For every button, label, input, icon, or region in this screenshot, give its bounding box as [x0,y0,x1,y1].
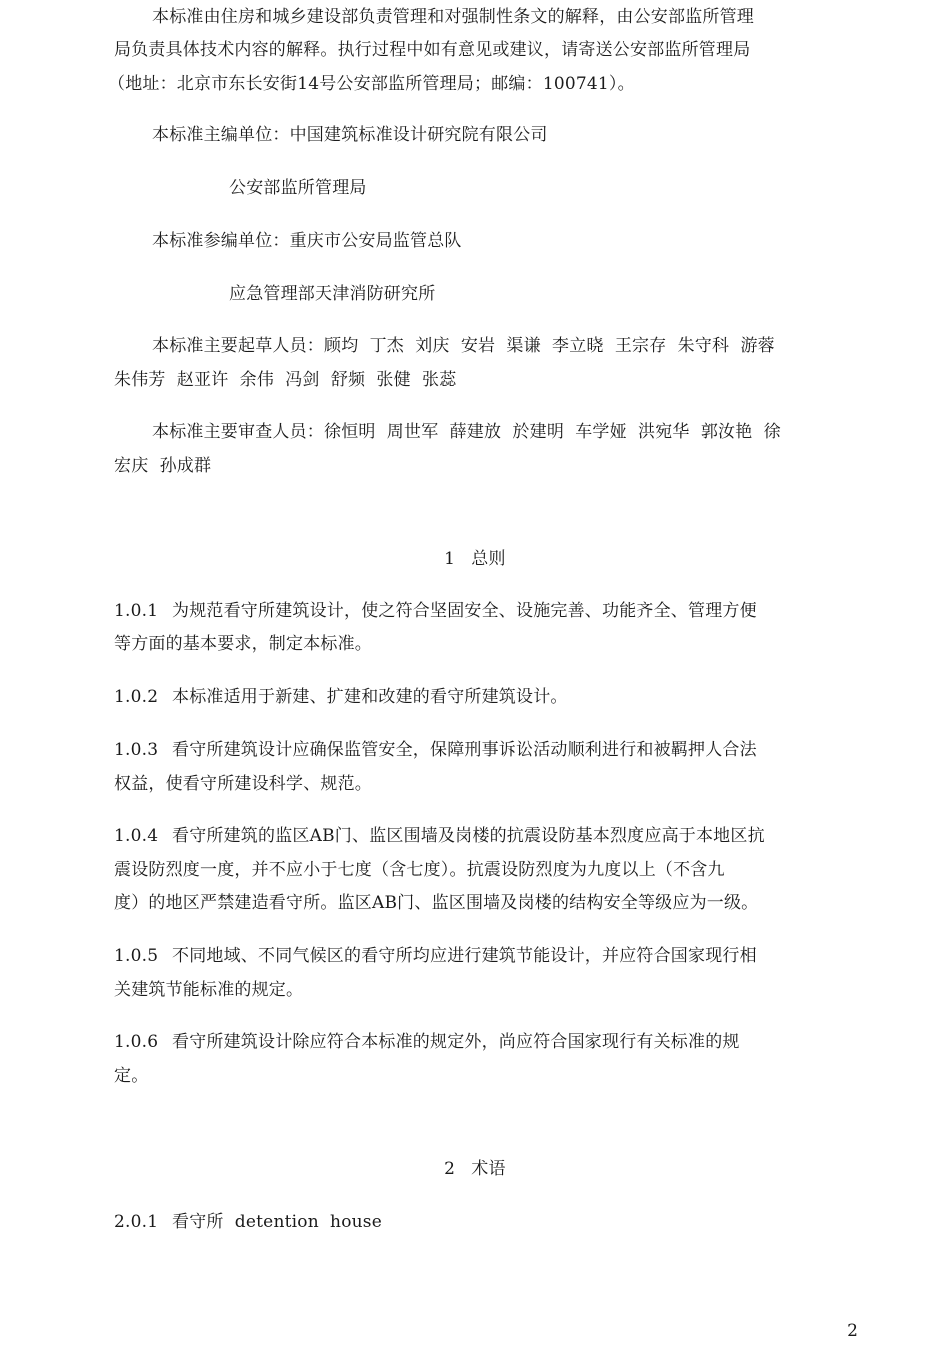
clause-text: 看守所 detention house [172,1212,382,1232]
clause-1-0-4-line-1 [114,819,874,853]
preface-management-line-1: 本标准由住房和城乡建设部负责管理和对强制性条文的解释，由公安部监所管理 [152,7,754,27]
participant-line [152,224,912,258]
chapter-2-heading [0,1152,950,1186]
chief-editor-line [152,118,912,152]
drafters-line-1 [152,329,912,363]
clause-text: 看守所建筑的监区AB门、监区围墙及岗楼的抗震设防基本烈度应高于本地区抗 [172,826,765,846]
clause-text: 不同地域、不同气候区的看守所均应进行建筑节能设计，并应符合国家现行相 [172,946,757,966]
drafters-names-1: 顾均 丁杰 刘庆 安岩 渠谦 李立晓 王宗存 朱守科 游蓉 [324,336,775,356]
participant-2: 应急管理部天津消防研究所 [229,284,436,304]
clause-1-0-5-line-2: 关建筑节能标准的规定。 [114,980,304,1000]
clause-1-0-6-line-1 [114,1025,874,1059]
page-number: 2 [847,1321,858,1341]
clause-2-0-1-line-1 [114,1205,874,1239]
clause-number: 1.0.2 [114,687,159,707]
clause-1-0-1-line-2: 等方面的基本要求，制定本标准。 [114,634,372,654]
clause-number: 2.0.1 [114,1212,159,1232]
clause-text: 看守所建筑设计应确保监管安全，保障刑事诉讼活动顺利进行和被羁押人合法 [172,740,757,760]
clause-1-0-4-line-3: 度）的地区严禁建造看守所。监区AB门、监区围墙及岗楼的结构安全等级应为一级。 [114,893,759,913]
drafters-label: 本标准主要起草人员： [152,336,324,356]
reviewers-line-1 [152,415,912,449]
clause-1-0-5-line-1 [114,939,874,973]
chapter-2-number: 2 [444,1159,456,1179]
chief-editor-2: 公安部监所管理局 [229,178,367,198]
reviewers-line-2: 宏庆 孙成群 [114,456,212,476]
clause-number: 1.0.1 [114,601,159,621]
preface-management-line-2: 局负责具体技术内容的解释。执行过程中如有意见或建议，请寄送公安部监所管理局 [114,40,751,60]
reviewers-label: 本标准主要审查人员： [152,422,324,442]
clause-1-0-2-line-1 [114,680,874,714]
clause-text: 为规范看守所建筑设计，使之符合坚固安全、设施完善、功能齐全、管理方便 [172,601,757,621]
participant-label: 本标准参编单位： [152,231,290,251]
chapter-1-title: 总则 [471,549,506,569]
participant-1: 重庆市公安局监管总队 [289,231,462,251]
clause-1-0-1-line-1 [114,594,874,628]
chapter-2-title: 术语 [471,1159,506,1179]
clause-1-0-3-line-2: 权益，使看守所建设科学、规范。 [114,774,372,794]
reviewers-names-1: 徐恒明 周世军 薛建放 於建明 车学娅 洪宛华 郭汝艳 徐 [324,422,781,442]
clause-text: 本标准适用于新建、扩建和改建的看守所建筑设计。 [172,687,568,707]
clause-1-0-3-line-1 [114,733,874,767]
chapter-1-number: 1 [444,549,456,569]
chief-editor-1: 中国建筑标准设计研究院有限公司 [289,125,548,145]
clause-1-0-4-line-2: 震设防烈度一度，并不应小于七度（含七度）。抗震设防烈度为九度以上（不含九 [114,860,725,880]
drafters-line-2: 朱伟芳 赵亚许 余伟 冯剑 舒频 张健 张蕊 [114,370,457,390]
preface-management-line-3: （地址：北京市东长安街14号公安部监所管理局；邮编：100741）。 [108,74,635,94]
clause-number: 1.0.6 [114,1032,159,1052]
chapter-1-heading [0,542,950,576]
clause-1-0-6-line-2: 定。 [114,1066,149,1086]
clause-number: 1.0.5 [114,946,159,966]
clause-number: 1.0.4 [114,826,159,846]
clause-number: 1.0.3 [114,740,159,760]
clause-text: 看守所建筑设计除应符合本标准的规定外，尚应符合国家现行有关标准的规 [172,1032,740,1052]
chief-editor-label: 本标准主编单位： [152,125,290,145]
